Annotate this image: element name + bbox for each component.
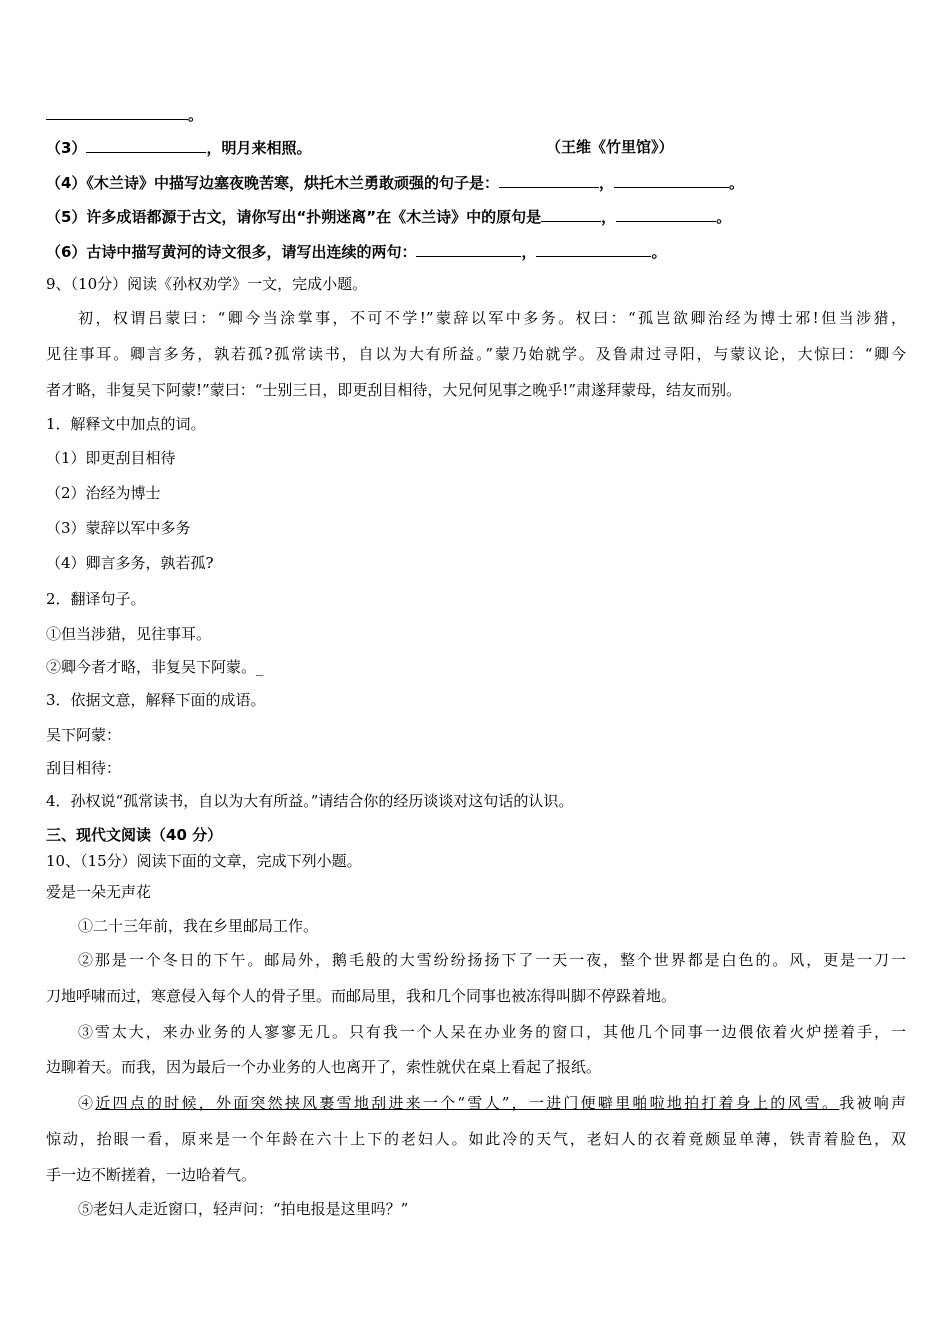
article-paragraph: ⑤老妇人走近窗口，轻声问：“拍电报是这里吗？”: [78, 1200, 409, 1218]
subquestion-item: 刮目相待：: [46, 759, 122, 777]
answer-blank[interactable]: [541, 206, 601, 222]
fill-question-5: （5）许多成语都源于古文，请你写出“扑朔迷离”在《木兰诗》中的原句是 ， 。: [46, 208, 732, 226]
article-paragraph: ②那是一个冬日的下午。邮局外，鹅毛般的大雪纷纷扬扬下了一天一夜，整个世界都是白色的。风，更是一刀一: [78, 951, 906, 969]
passage-line: 者才略，非复吴下阿蒙!”蒙曰：“士别三日，即更刮目相待，大兄何见事之晚乎!”肃遂拜蒙母，结友而别。: [46, 381, 742, 399]
subquestion-title: 1．解释文中加点的词。: [46, 415, 206, 433]
answer-blank[interactable]: [536, 241, 651, 257]
article-title: 爱是一朵无声花: [46, 883, 152, 901]
article-paragraph-cont: 边聊着天。而我，因为最后一个办业务的人也离开了，索性就伏在桌上看起了报纸。: [46, 1058, 602, 1076]
question-9-title: 9、（10分）阅读《孙权劝学》一文，完成小题。: [46, 275, 368, 293]
subquestion-item: 吴下阿蒙：: [46, 726, 122, 744]
subquestion-item: ①但当涉猎，见往事耳。: [46, 625, 212, 643]
article-paragraph: ③雪太大，来办业务的人寥寥无几。只有我一个人呆在办业务的窗口，其他几个同事一边偎依着火炉搓着手，一: [78, 1023, 906, 1041]
article-paragraph: ④近四点的时候，外面突然挟风裹雪地刮进来一个“雪人”，一进门便噼里啪啦地拍打着身上的风雪。我被响声: [78, 1094, 906, 1112]
passage-line: 见往事耳。卿言多务，孰若孤?孤常读书，自以为大有所益。”蒙乃始就学。及鲁肃过寻阳，与蒙议论，大惊曰：“卿今: [46, 345, 906, 363]
subquestion-title: 4．孙权说“孤常读书，自以为大有所益。”请结合你的经历谈谈对这句话的认识。: [46, 792, 574, 810]
fill-question-6: （6）古诗中描写黄河的诗文很多，请写出连续的两句： ， 。: [46, 243, 667, 261]
question-10-title: 10、（15分）阅读下面的文章，完成下列小题。: [46, 852, 362, 870]
answer-blank[interactable]: [86, 137, 206, 153]
article-paragraph-cont: 惊动，抬眼一看，原来是一个年龄在六十上下的老妇人。如此冷的天气，老妇人的衣着竟颇显单薄，铁青着脸色，双: [46, 1130, 906, 1148]
subquestion-item: （1）即更刮目相待: [46, 449, 176, 467]
fill-question-4: （4）《木兰诗》中描写边塞夜晚苦寒，烘托木兰勇敢顽强的句子是： ， 。: [46, 174, 744, 192]
poem-source: （王维《竹里馆》）: [546, 138, 674, 156]
subquestion-item: （2）治经为博士: [46, 484, 161, 502]
subquestion-item: ②卿今者才略，非复吴下阿蒙。_: [46, 658, 264, 676]
passage-line: 初，权谓吕蒙曰：“卿今当涂掌事，不可不学!”蒙辞以军中多务。权曰：“孤岂欲卿治经为博士邪!但当涉猎，: [78, 309, 906, 327]
answer-blank[interactable]: [416, 241, 521, 257]
answer-blank[interactable]: [46, 104, 188, 120]
fill-question-3: （3） ，明月来相照。 （王维《竹里馆》）: [46, 138, 674, 157]
section-title: 三、现代文阅读（40 分）: [46, 826, 223, 844]
subquestion-item: （4）卿言多务，孰若孤?: [46, 554, 214, 572]
answer-line-top: 。: [46, 104, 906, 125]
answer-blank[interactable]: [499, 172, 599, 188]
underlined-sentence: 近四点的时候，外面突然挟风裹雪地刮进来一个“雪人”，一进门便噼里啪啦地拍打着身上的风雪。: [95, 1094, 840, 1112]
answer-blank[interactable]: [616, 206, 716, 222]
article-paragraph: ①二十三年前，我在乡里邮局工作。: [78, 917, 319, 935]
article-paragraph-cont: 手一边不断搓着，一边哈着气。: [46, 1166, 257, 1184]
article-paragraph-cont: 刀地呼啸而过，寒意侵入每个人的骨子里。而邮局里，我和几个同事也被冻得叫脚不停跺着地。: [46, 987, 677, 1005]
subquestion-title: 3．依据文意，解释下面的成语。: [46, 691, 266, 709]
answer-blank[interactable]: [614, 172, 729, 188]
subquestion-title: 2．翻译句子。: [46, 590, 146, 608]
subquestion-item: （3）蒙辞以军中多务: [46, 519, 191, 537]
